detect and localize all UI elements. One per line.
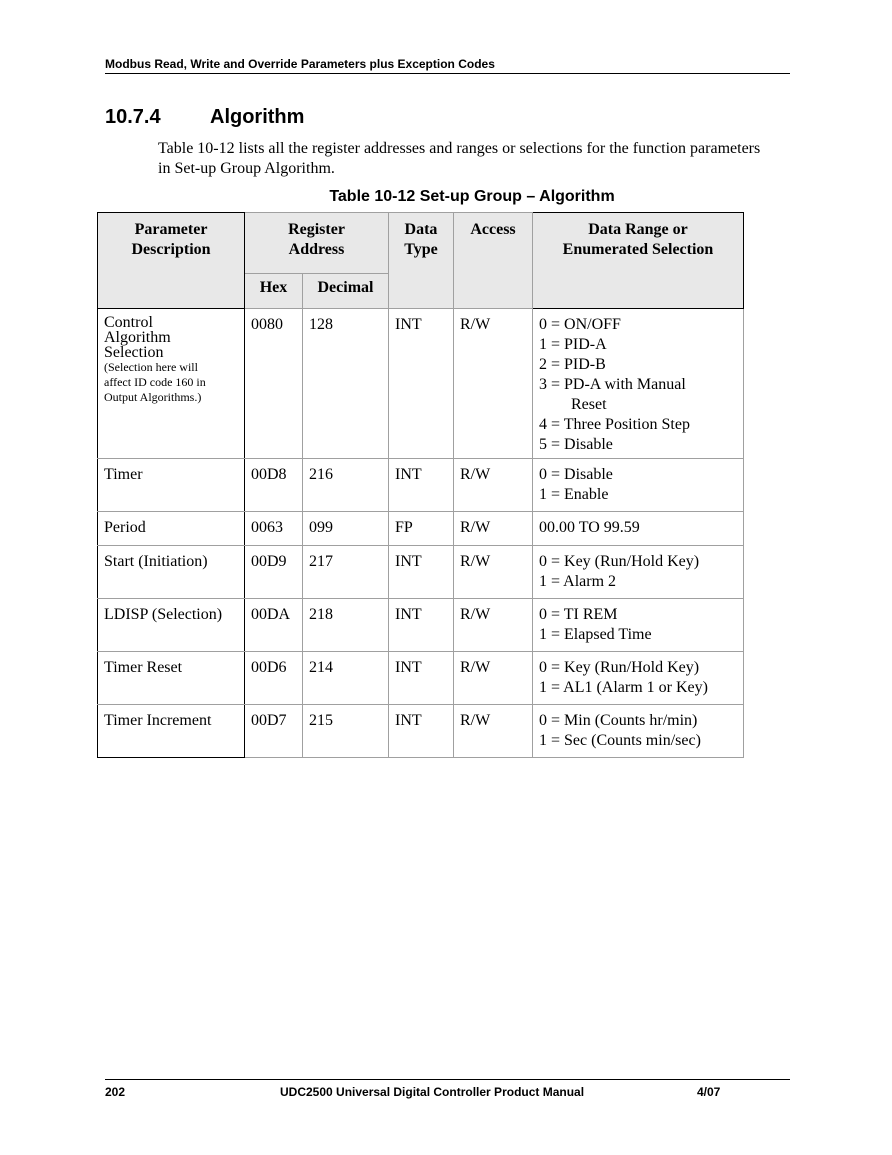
range-cell: 0 = Key (Run/Hold Key) 1 = Alarm 2 — [533, 546, 744, 599]
decimal-cell: 216 — [303, 459, 389, 512]
section-title: Algorithm — [210, 106, 305, 128]
table-row — [98, 652, 744, 705]
parameter-cell: Start (Initiation) — [98, 546, 245, 599]
hex-cell: 00DA — [245, 599, 303, 652]
access-cell: R/W — [454, 546, 533, 599]
access-cell: R/W — [454, 652, 533, 705]
hex-cell: 00D9 — [245, 546, 303, 599]
access-cell: R/W — [454, 599, 533, 652]
revision-date: 4/07 — [697, 1085, 721, 1099]
manual-title: UDC2500 Universal Digital Controller Product Manual — [280, 1085, 585, 1099]
type-cell: INT — [389, 309, 454, 459]
header-decimal: Decimal — [303, 274, 389, 309]
range-cell: 0 = ON/OFF 1 = PID-A 2 = PID-B 3 = PD-A with Manual Reset 4 = Three Position Step 5 = Disable — [533, 309, 744, 459]
header-hex: Hex — [245, 274, 303, 309]
table-row — [98, 512, 744, 546]
access-cell: R/W — [454, 309, 533, 459]
access-cell: R/W — [454, 705, 533, 758]
table-row — [98, 309, 744, 459]
header-parameter-description: Parameter Description — [98, 213, 245, 309]
decimal-cell: 217 — [303, 546, 389, 599]
hex-cell: 0080 — [245, 309, 303, 459]
table-row — [98, 599, 744, 652]
table-row — [98, 546, 744, 599]
type-cell: FP — [389, 512, 454, 546]
header-register-address: Register Address — [245, 213, 389, 274]
page-number: 202 — [105, 1085, 126, 1099]
range-cell: 0 = Min (Counts hr/min) 1 = Sec (Counts min/sec) — [533, 705, 744, 758]
hex-cell: 0063 — [245, 512, 303, 546]
parameter-cell: Period — [98, 512, 245, 546]
parameter-table — [97, 212, 744, 758]
range-cell: 0 = Disable 1 = Enable — [533, 459, 744, 512]
parameter-cell: LDISP (Selection) — [98, 599, 245, 652]
parameter-cell: Control Algorithm Selection (Selection here will affect ID code 160 in Output Algorithms.) — [98, 309, 245, 459]
intro-paragraph: Table 10-12 lists all the register addresses and ranges or selections for the function parameters in Set-up Group Algorithm. — [158, 140, 761, 177]
header-data-range: Data Range or Enumerated Selection — [533, 213, 744, 309]
range-cell: 0 = TI REM 1 = Elapsed Time — [533, 599, 744, 652]
hex-cell: 00D6 — [245, 652, 303, 705]
parameter-cell: Timer Increment — [98, 705, 245, 758]
range-cell: 00.00 TO 99.59 — [533, 512, 744, 546]
decimal-cell: 218 — [303, 599, 389, 652]
decimal-cell: 215 — [303, 705, 389, 758]
table-row — [98, 459, 744, 512]
hex-cell: 00D8 — [245, 459, 303, 512]
header-access: Access — [454, 213, 533, 309]
type-cell: INT — [389, 652, 454, 705]
section-number: 10.7.4 — [105, 106, 161, 128]
range-cell: 0 = Key (Run/Hold Key) 1 = AL1 (Alarm 1 or Key) — [533, 652, 744, 705]
type-cell: INT — [389, 546, 454, 599]
type-cell: INT — [389, 705, 454, 758]
decimal-cell: 214 — [303, 652, 389, 705]
header-data-type: Data Type — [389, 213, 454, 309]
access-cell: R/W — [454, 512, 533, 546]
type-cell: INT — [389, 459, 454, 512]
type-cell: INT — [389, 599, 454, 652]
table-row — [98, 705, 744, 758]
page-footer — [105, 1079, 790, 1099]
table-caption: Table 10-12 Set-up Group – Algorithm — [329, 188, 615, 205]
decimal-cell: 099 — [303, 512, 389, 546]
parameter-cell: Timer Reset — [98, 652, 245, 705]
decimal-cell: 128 — [303, 309, 389, 459]
access-cell: R/W — [454, 459, 533, 512]
parameter-cell: Timer — [98, 459, 245, 512]
running-header: Modbus Read, Write and Override Parameters plus Exception Codes — [105, 57, 790, 74]
hex-cell: 00D7 — [245, 705, 303, 758]
